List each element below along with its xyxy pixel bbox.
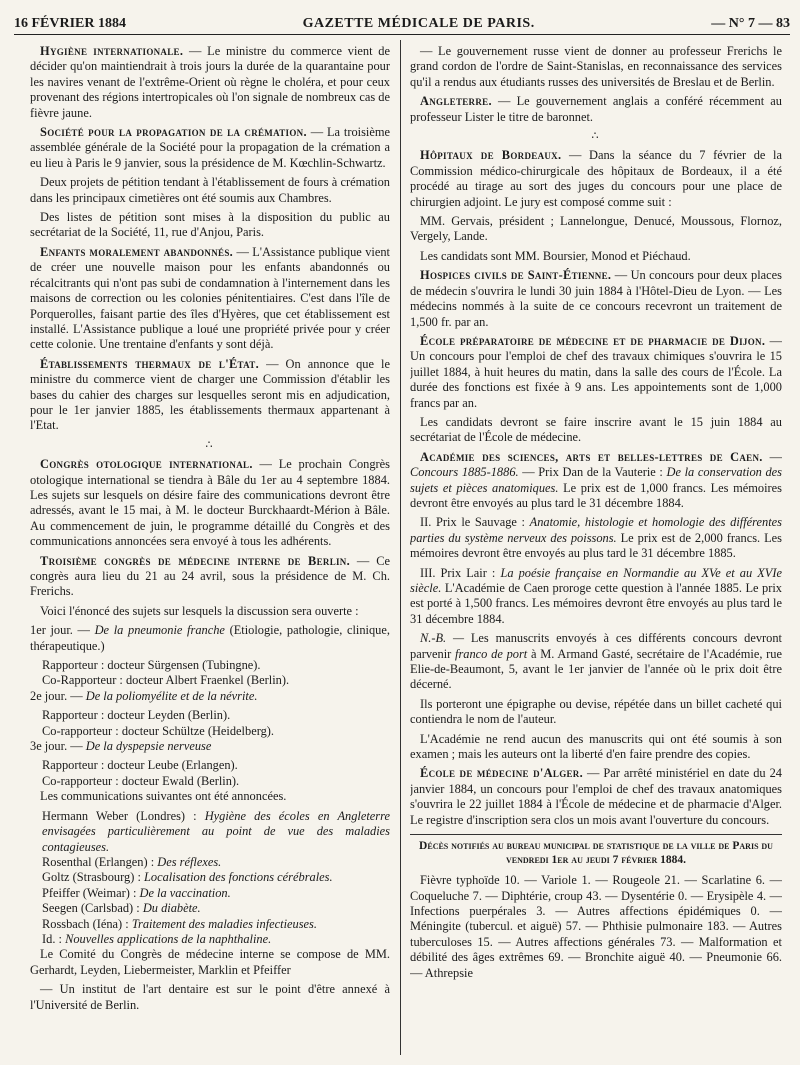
article-enfants: Enfants moralement abandonnés. — L'Assistance publique vient de créer une nouvelle maison pour les enfants abandonnés ou récalcitrants qui n'ont pas subi de condamnation à l'internement dans les maisons de correction ou les colonies pénitentiaires. C'est dans l'île de Porquerolles, faisant partie des îles d'Hyères, que cet établissement est installé. L'Assistance publique a loué une propriété privée pour y créer cette colonie. Une trentaine d'enfants y sont déjà. (30, 244, 390, 352)
paragraph: III. Prix Lair : La poésie française en Normandie au XVe et au XVIe siècle. L'Académie de Caen proroge cette question à l'année 1885. Le prix est porté à 1,500 francs. Les mémoires devront être envoyés au plus tard le 31 décembre 1884. (410, 565, 782, 626)
day-1: 1er jour. — De la pneumonie franche (Etiologie, pathologie, clinique, thérapeutique.) (30, 623, 390, 653)
list-item: Hermann Weber (Londres) : Hygiène des écoles en Angleterre envisagées particulièrement au point de vue des maladies contagieuses. (42, 808, 390, 854)
statistics-title: Décès notifiés au bureau municipal de statistique de la ville de Paris du vendredi 1er au jeudi 7 février 1884. (419, 840, 773, 867)
paragraph: — Le gouvernement russe vient de donner au professeur Frerichs le grand cordon de l'ordre de Saint-Stanislas, en reconnaissance des services qu'il a rendus aux étudiants russes des universités de Breslau et de Berlin. (410, 44, 782, 89)
header-title: GAZETTE MÉDICALE DE PARIS. (302, 16, 535, 32)
article-congres-berlin: Troisième congrès de médecine interne de Berlin. — Ce congrès aura lieu du 21 au 24 avril, sous la présidence de M. Ch. Frerichs. (30, 553, 390, 599)
paragraph: II. Prix le Sauvage : Anatomie, histologie et homologie des différentes parties du système nerveux des poissons. Le prix est de 2,000 francs. Les mémoires devront être envoyés au plus tard le 31 décembre 1885. (410, 515, 782, 561)
list-item: Rossbach (Iéna) : Traitement des maladies infectieuses. (42, 916, 317, 931)
list-item: Co-Rapporteur : docteur Albert Fraenkel (Berlin). (42, 673, 290, 688)
left-column (30, 44, 390, 1059)
day-2: 2e jour. — De la poliomyélite et de la névrite. (30, 688, 258, 703)
list-item: Rapporteur : docteur Sürgensen (Tubingne). (42, 658, 261, 673)
paragraph: Voici l'énoncé des sujets sur lesquels la discussion sera ouverte : (40, 603, 359, 618)
paragraph: N.-B. — Les manuscrits envoyés à ces différents concours devront parvenir franco de port à M. Armand Gasté, secrétaire de l'Académie, rue Elie-de-Beaumont, 5, avant le 1er janvier de l'année où le prix doit être décerné. (410, 631, 782, 692)
list-item: Rosenthal (Erlangen) : Des réflexes. (42, 854, 222, 869)
paragraph: L'Académie ne rend aucun des manuscrits qui ont été soumis à son examen ; mais les auteurs ont la liberté d'en faire prendre des copies. (410, 731, 782, 762)
list-item: Rapporteur : docteur Leube (Erlangen). (42, 758, 238, 773)
article-caen: Académie des sciences, arts et belles-lettres de Caen. — Concours 1885-1886. — Prix Dan de la Vauterie : De la conservation des sujets et pièces anatomiques. Le prix est de 1,000 francs. Les mémoires devront être envoyés au plus tard le 31 décembre 1884. (410, 449, 782, 510)
list-item: Co-rapporteur : docteur Schültze (Heidelberg). (42, 723, 275, 738)
article-thermaux: Établissements thermaux de l'État. — On annonce que le ministre du commerce vient de charger une Commission d'établir les bases du cahier des charges sur lesquelles seront mis en adjudication, pour le 1er janvier 1885, les établissements thermaux appartenant à l'Etat. (30, 356, 390, 433)
statistics-text: Fièvre typhoïde 10. — Variole 1. — Rougeole 21. — Scarlatine 6. — Coqueluche 7. — Diphtérie, croup 43. — Dysentérie 0. — Erysipèle 4. — Infections puerpérales 3. — Autres affections épidémiques 0. — Méningite (tubercul. et aiguë) 57. — Phthisie pulmonaire 183. — Autres tuberculoses 15. — Autres affections générales 73. — Malformation et débilité des âges extrêmes 69. — Bronchite aiguë 40. — Pneumonie 66. — Athrepsie (410, 873, 782, 980)
article-alger: École de médecine d'Alger. — Par arrêté ministériel en date du 24 janvier 1884, un concours pour l'emploi de chef des travaux anatomiques s'ouvrira le 22 juillet 1884 à l'École de médecine et de pharmacie d'Alger. Le registre d'inscription sera clos un mois avant l'ouverture du concours. (410, 766, 782, 827)
article-hygiene: Hygiène internationale. — Le ministre du commerce vient de décider qu'on maintiendrait à trois jours la durée de la quarantaine pour les navires venant de l'extrême-Orient où règne le choléra, et pour ceux provenant des régions intertropicales où l'on signale de nombreux cas de fièvre jaune. (30, 44, 390, 120)
article-bordeaux: Hôpitaux de Bordeaux. — Dans la séance du 7 février de la Commission médico-chirurgicale des hôpitaux de Bordeaux, il a été procédé au tirage au sort des juges du concours pour une place de chirurgien adjoint. Le jury est composé comme suit : (410, 148, 782, 209)
section-divider (410, 834, 782, 835)
paragraph: Des listes de pétition sont mises à la disposition du public au secrétariat de la Société, 11, rue d'Anjou, Paris. (30, 210, 390, 240)
paragraph: — Un institut de l'art dentaire est sur le point d'être annexé à l'Université de Berlin. (30, 982, 390, 1012)
list-item: Seegen (Carlsbad) : Du diabète. (42, 901, 201, 916)
paragraph: Le Comité du Congrès de médecine interne se compose de MM. Gerhardt, Leyden, Liebermeister, Marklin et Pfeiffer (30, 947, 390, 977)
article-saint-etienne: Hospices civils de Saint-Étienne. — Un concours pour deux places de médecin s'ouvrira le lundi 30 juin 1884 à l'Hôtel-Dieu de Lyon. — Les médecins nommés à la suite de ce concours recevront un traitement de 1,500 fr. par an. (410, 268, 782, 329)
paragraph: Ils porteront une épigraphe ou devise, répétée dans un billet cacheté qui contiendra le nom de l'auteur. (410, 696, 782, 727)
article-angleterre: Angleterre. — Le gouvernement anglais a conféré récemment au professeur Lister le titre de baronnet. (410, 94, 782, 124)
day-3: 3e jour. — De la dyspepsie nerveuse (30, 739, 212, 754)
communications-list (30, 809, 390, 948)
list-item: Rapporteur : docteur Leyden (Berlin). (42, 708, 231, 723)
paragraph: Les communications suivantes ont été annoncées. (40, 789, 287, 804)
header-issue: — N° 7 — 83 (711, 16, 790, 32)
header-date: 16 FÉVRIER 1884 (14, 16, 127, 32)
paragraph: MM. Gervais, président ; Lannelongue, Denucé, Moussous, Flornoz, Vergely, Lande. (410, 214, 782, 244)
congress-program (30, 623, 390, 789)
section-ornament: ∴ (591, 130, 601, 143)
right-column (410, 44, 782, 1059)
paragraph: Les candidats sont MM. Boursier, Monod et Piéchaud. (420, 248, 691, 263)
list-item: Goltz (Strasbourg) : Localisation des fonctions cérébrales. (42, 870, 333, 885)
paragraph: Deux projets de pétition tendant à l'établissement de fours à crémation dans les principaux cimetières ont été soumis aux Chambres. (30, 175, 390, 205)
list-item: Id. : Nouvelles applications de la naphthaline. (42, 931, 272, 946)
list-item: Pfeiffer (Weimar) : De la vaccination. (42, 885, 231, 900)
article-dijon: École préparatoire de médecine et de pharmacie de Dijon. — Un concours pour l'emploi de chef des travaux chimiques s'ouvrira le 15 juillet 1884, à huit heures du matin, dans la salle des cours de l'École. La durée des fonctions est fixée à 9 ans. Les appointements sont de 1,000 francs par an. (410, 333, 782, 410)
paragraph: Les candidats devront se faire inscrire avant le 15 juin 1884 au secrétariat de l'École de médecine. (410, 414, 782, 445)
list-item: Co-rapporteur : docteur Ewald (Berlin). (42, 773, 240, 788)
article-cremation: Société pour la propagation de la crémation. — La troisième assemblée générale de la Société pour la propagation de la crémation a eu lieu à Paris le 9 janvier, sous la présidence de M. Kœchlin-Schwartz. (30, 125, 390, 170)
section-ornament: ∴ (205, 438, 215, 451)
page-header (14, 14, 790, 35)
column-divider (400, 40, 401, 1055)
article-otologique: Congrès otologique international. — Le prochain Congrès otologique international se tiendra à Bâle du 1er au 4 septembre 1884. Les sujets sur lesquels on désire faire des communications devront être adressés, avant le 15 mai, à M. le docteur Burckhaardt-Mérion à Bâle. Au commencement de juin, le programme détaillé du Congrès et des communications annoncées sera envoyé à tous les adhérents. (30, 457, 390, 549)
